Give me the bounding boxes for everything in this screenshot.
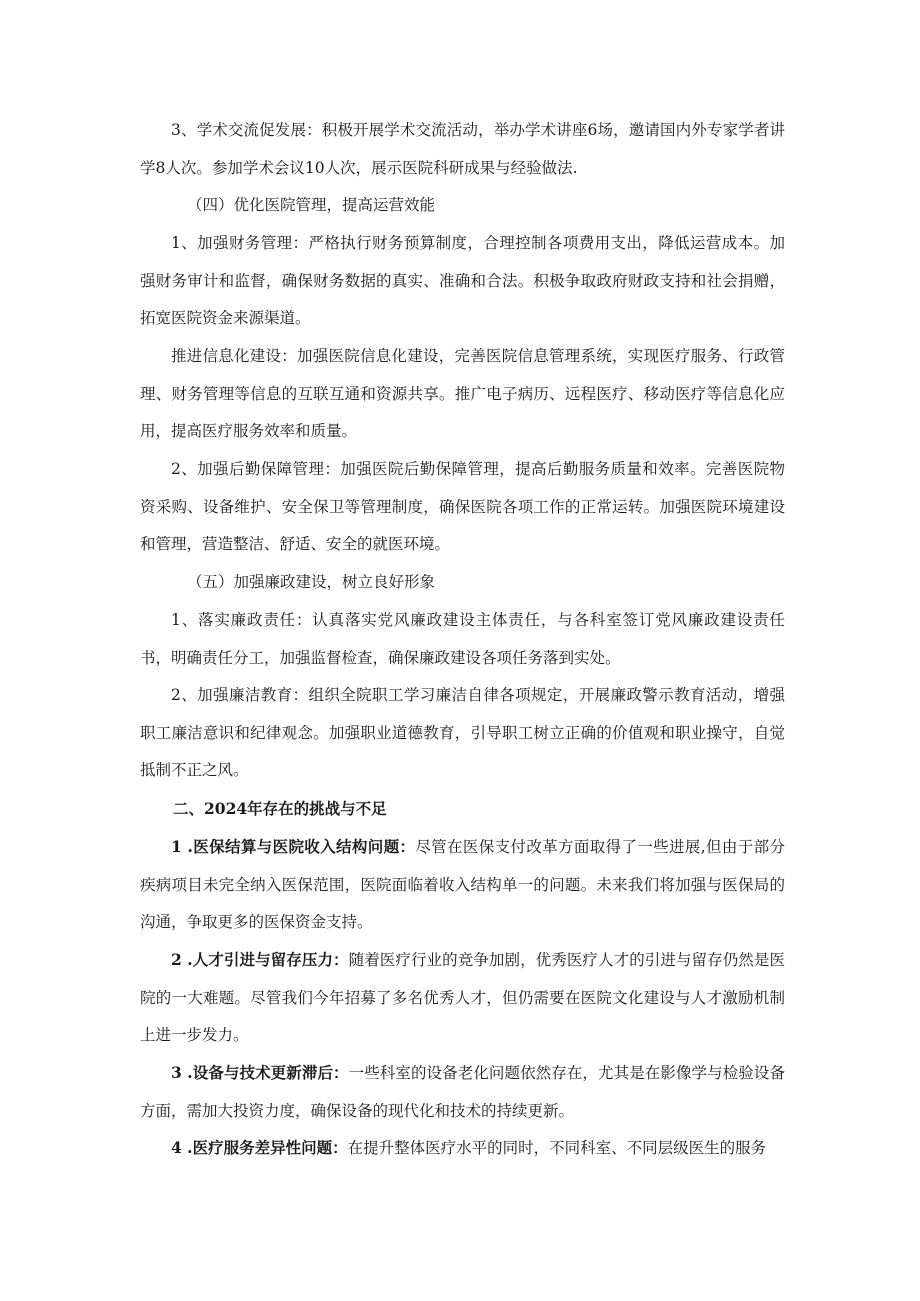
- paragraph-academic-exchange: 3、学术交流促发展：积极开展学术交流活动，举办学术讲座6场，邀请国内外专家学者讲学8人次。参加学术会议10人次，展示医院科研成果与经验做法.: [140, 121, 785, 177]
- item-equipment: [140, 1054, 785, 1130]
- item-lead: 1 .医保结算与医院收入结构问题：: [171, 837, 416, 856]
- item-lead: 2 .人才引进与留存压力：: [171, 950, 349, 969]
- item-text: 一些科室的设备老化问题依然存在，尤其是在影像学与检验设备方面，需加大投资力度，确保设备的现代化和技术的持续更新。: [140, 1064, 785, 1120]
- item-text: 尽管在医保支付改革方面取得了一些进展,但由于部分疾病项目未完全纳入医保范围，医院面临着收入结构单一的问题。未来我们将加强与医保局的沟通，争取更多的医保资金支持。: [140, 838, 785, 931]
- item-text: 在提升整体医疗水平的同时，不同科室、不同层级医生的服务: [347, 1139, 767, 1157]
- item-lead: 4 .医疗服务差异性问题：: [171, 1138, 348, 1157]
- paragraph-integrity-education: 2、加强廉洁教育：组织全院职工学习廉洁自律各项规定，开展廉政警示教育活动，增强职工廉洁意识和纪律观念。加强职业道德教育，引导职工树立正确的价值观和职业操守，自觉抵制不正之风。: [140, 686, 785, 779]
- paragraph-logistics: 2、加强后勤保障管理：加强医院后勤保障管理，提高后勤服务质量和效率。完善医院物资采购、设备维护、安全保卫等管理制度，确保医院各项工作的正常运转。加强医院环境建设和管理，营造整洁、舒适、安全的就医环境。: [140, 460, 785, 553]
- section-heading-4: （四）优化医院管理，提高运营效能: [187, 196, 436, 214]
- item-talent: [140, 941, 785, 1055]
- paragraph-integrity-responsibility: 1、落实廉政责任：认真落实党风廉政建设主体责任，与各科室签订党风廉政建设责任书，明确责任分工，加强监督检查，确保廉政建设各项任务落到实处。: [140, 611, 785, 667]
- item-service-difference: [140, 1129, 785, 1168]
- paragraph-financial-management: 1、加强财务管理：严格执行财务预算制度，合理控制各项费用支出，降低运营成本。加强财务审计和监督，确保财务数据的真实、准确和合法。积极争取政府财政支持和社会捐赠，拓宽医院资金来源渠道。: [140, 234, 785, 327]
- chapter-heading-challenges: 二、2024年存在的挑战与不足: [173, 799, 387, 818]
- section-heading-5: （五）加强廉政建设，树立良好形象: [187, 573, 436, 591]
- item-medical-insurance: [140, 828, 785, 942]
- paragraph-informatization: 推进信息化建设：加强医院信息化建设，完善医院信息管理系统，实现医疗服务、行政管理、财务管理等信息的互联互通和资源共享。推广电子病历、远程医疗、移动医疗等信息化应用，提高医疗服务效率和质量。: [140, 347, 785, 440]
- item-lead: 3 .设备与技术更新滞后：: [171, 1063, 349, 1082]
- item-text: 随着医疗行业的竞争加剧，优秀医疗人才的引进与留存仍然是医院的一大难题。尽管我们今年招募了多名优秀人才，但仍需要在医院文化建设与人才激励机制上进一步发力。: [140, 951, 785, 1044]
